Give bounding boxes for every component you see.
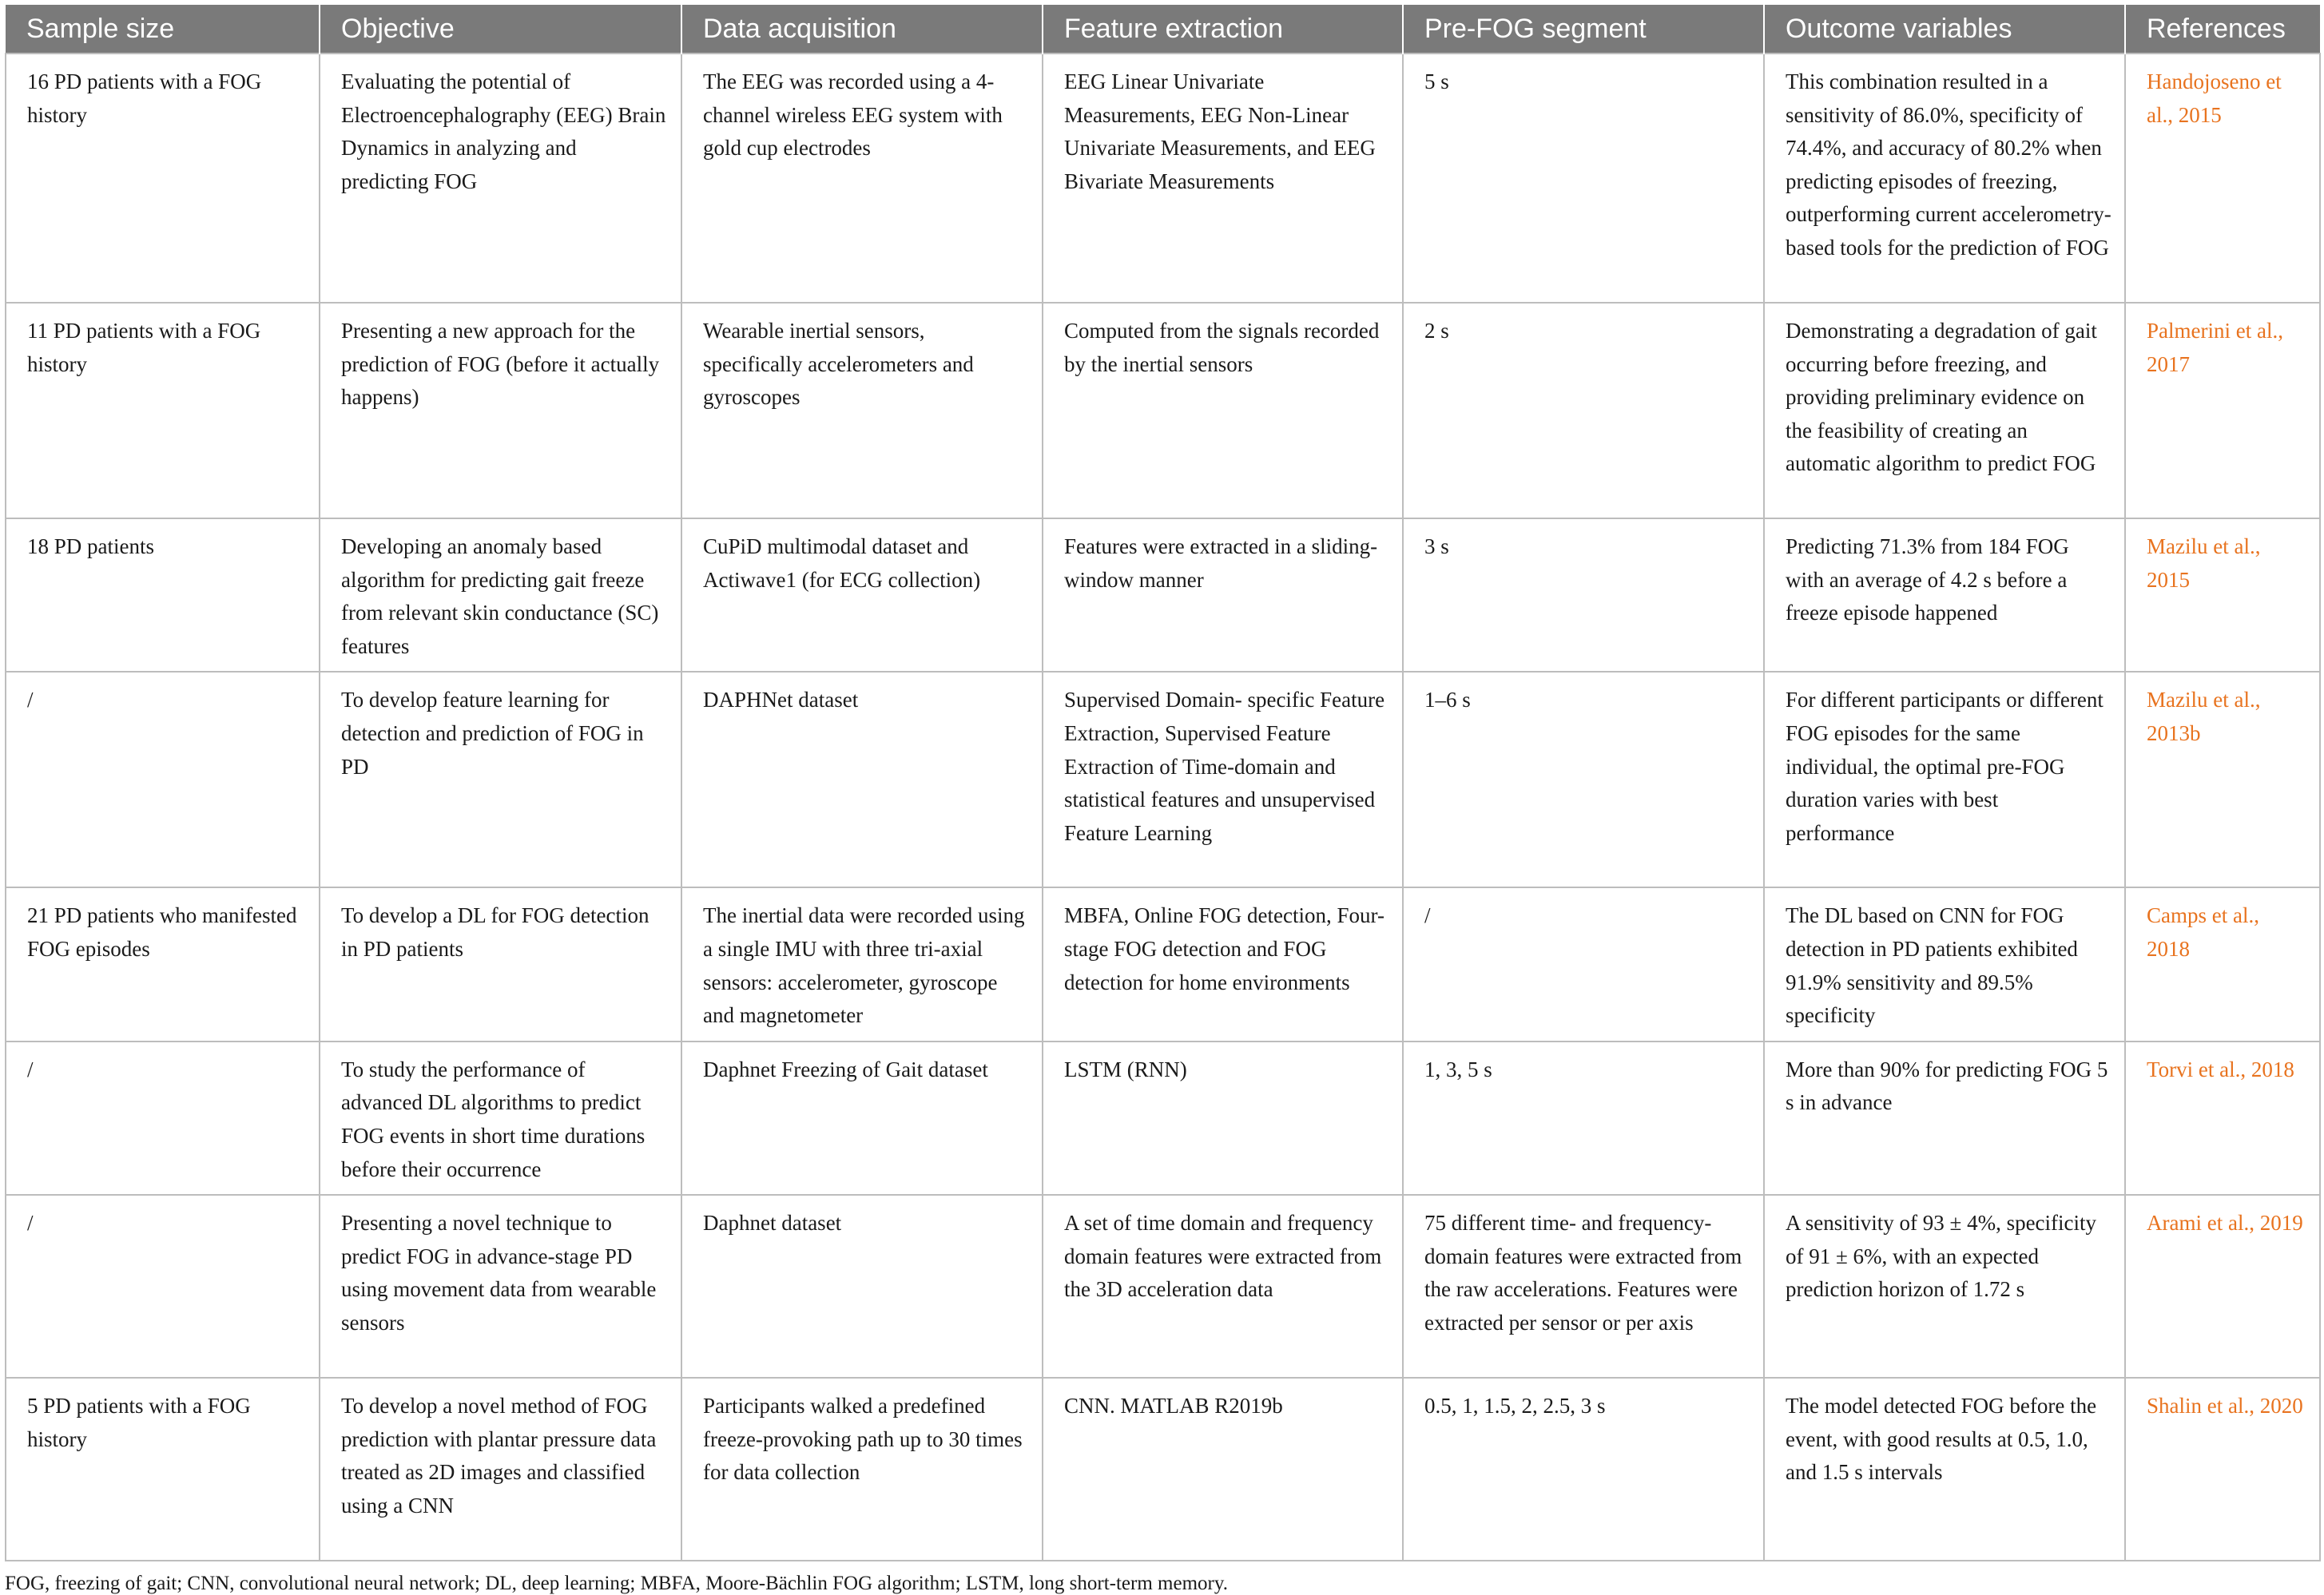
- cell-reference: [2125, 1042, 2320, 1195]
- cell-objective: Developing an anomaly based algorithm for predicting gait freeze from relevant skin conductance (SC) features: [320, 518, 681, 672]
- cell-feature-extraction: Computed from the signals recorded by the inertial sensors: [1043, 303, 1403, 518]
- table-row: [6, 1378, 2320, 1561]
- cell-data-acquisition: The EEG was recorded using a 4-channel wireless EEG system with gold cup electrodes: [681, 54, 1043, 303]
- cell-reference: [2125, 672, 2320, 887]
- cell-reference: [2125, 518, 2320, 672]
- reference-link[interactable]: Camps et al., 2018: [2147, 903, 2259, 961]
- cell-objective: To develop a novel method of FOG prediction with plantar pressure data treated as 2D images and classified using a CNN: [320, 1378, 681, 1561]
- header-data-acquisition: Data acquisition: [681, 5, 1043, 54]
- cell-pre-fog-segment: 1–6 s: [1403, 672, 1764, 887]
- cell-data-acquisition: DAPHNet dataset: [681, 672, 1043, 887]
- reference-link[interactable]: Mazilu et al., 2013b: [2147, 688, 2261, 745]
- reference-link[interactable]: Handojoseno et al., 2015: [2147, 69, 2282, 127]
- cell-reference: [2125, 887, 2320, 1041]
- cell-outcome: For different participants or different FOG episodes for the same individual, the optimal pre-FOG duration varies with best performance: [1764, 672, 2125, 887]
- table-row: [6, 303, 2320, 518]
- reference-link[interactable]: Palmerini et al., 2017: [2147, 319, 2283, 376]
- cell-feature-extraction: Supervised Domain- specific Feature Extraction, Supervised Feature Extraction of Time-domain and statistical features and unsupervised Feature Learning: [1043, 672, 1403, 887]
- header-outcome-variables: Outcome variables: [1764, 5, 2125, 54]
- cell-objective: Presenting a new approach for the prediction of FOG (before it actually happens): [320, 303, 681, 518]
- cell-outcome: Predicting 71.3% from 184 FOG with an average of 4.2 s before a freeze episode happened: [1764, 518, 2125, 672]
- cell-data-acquisition: Daphnet Freezing of Gait dataset: [681, 1042, 1043, 1195]
- cell-sample-size: 21 PD patients who manifested FOG episodes: [6, 887, 320, 1041]
- cell-reference: [2125, 1378, 2320, 1561]
- cell-feature-extraction: LSTM (RNN): [1043, 1042, 1403, 1195]
- header-references: References: [2125, 5, 2320, 54]
- cell-feature-extraction: A set of time domain and frequency domain features were extracted from the 3D acceleration data: [1043, 1195, 1403, 1378]
- cell-pre-fog-segment: 3 s: [1403, 518, 1764, 672]
- cell-objective: To develop feature learning for detection and prediction of FOG in PD: [320, 672, 681, 887]
- reference-link[interactable]: Mazilu et al., 2015: [2147, 534, 2261, 592]
- cell-sample-size: /: [6, 672, 320, 887]
- cell-objective: To study the performance of advanced DL algorithms to predict FOG events in short time durations before their occurrence: [320, 1042, 681, 1195]
- table-row: [6, 887, 2320, 1041]
- header-pre-fog-segment: Pre-FOG segment: [1403, 5, 1764, 54]
- cell-outcome: The DL based on CNN for FOG detection in PD patients exhibited 91.9% sensitivity and 89.5% specificity: [1764, 887, 2125, 1041]
- cell-sample-size: /: [6, 1042, 320, 1195]
- cell-sample-size: 16 PD patients with a FOG history: [6, 54, 320, 303]
- cell-pre-fog-segment: 5 s: [1403, 54, 1764, 303]
- table-row: [6, 54, 2320, 303]
- cell-sample-size: /: [6, 1195, 320, 1378]
- cell-reference: [2125, 303, 2320, 518]
- reference-link[interactable]: Torvi et al., 2018: [2147, 1057, 2294, 1081]
- cell-sample-size: 11 PD patients with a FOG history: [6, 303, 320, 518]
- studies-table: [5, 5, 2321, 1561]
- cell-feature-extraction: CNN. MATLAB R2019b: [1043, 1378, 1403, 1561]
- cell-objective: Evaluating the potential of Electroencephalography (EEG) Brain Dynamics in analyzing and predicting FOG: [320, 54, 681, 303]
- reference-link[interactable]: Shalin et al., 2020: [2147, 1394, 2303, 1418]
- cell-data-acquisition: Wearable inertial sensors, specifically accelerometers and gyroscopes: [681, 303, 1043, 518]
- cell-pre-fog-segment: 75 different time- and frequency-domain features were extracted from the raw accelerations. Features were extracted per sensor or per axis: [1403, 1195, 1764, 1378]
- cell-outcome: More than 90% for predicting FOG 5 s in advance: [1764, 1042, 2125, 1195]
- cell-reference: [2125, 54, 2320, 303]
- header-objective: Objective: [320, 5, 681, 54]
- table-row: [6, 1042, 2320, 1195]
- table-row: [6, 672, 2320, 887]
- cell-feature-extraction: MBFA, Online FOG detection, Four-stage FOG detection and FOG detection for home environments: [1043, 887, 1403, 1041]
- cell-objective: To develop a DL for FOG detection in PD patients: [320, 887, 681, 1041]
- table-row: [6, 518, 2320, 672]
- header-feature-extraction: Feature extraction: [1043, 5, 1403, 54]
- cell-sample-size: 5 PD patients with a FOG history: [6, 1378, 320, 1561]
- cell-outcome: The model detected FOG before the event, with good results at 0.5, 1.0, and 1.5 s intervals: [1764, 1378, 2125, 1561]
- cell-feature-extraction: EEG Linear Univariate Measurements, EEG Non-Linear Univariate Measurements, and EEG Bivariate Measurements: [1043, 54, 1403, 303]
- cell-pre-fog-segment: 1, 3, 5 s: [1403, 1042, 1764, 1195]
- cell-data-acquisition: The inertial data were recorded using a single IMU with three tri-axial sensors: accelerometer, gyroscope and magnetometer: [681, 887, 1043, 1041]
- header-sample-size: Sample size: [6, 5, 320, 54]
- cell-sample-size: 18 PD patients: [6, 518, 320, 672]
- cell-data-acquisition: Daphnet dataset: [681, 1195, 1043, 1378]
- cell-outcome: A sensitivity of 93 ± 4%, specificity of 91 ± 6%, with an expected prediction horizon of 1.72 s: [1764, 1195, 2125, 1378]
- table-container: [5, 5, 2319, 1595]
- cell-pre-fog-segment: /: [1403, 887, 1764, 1041]
- cell-outcome: This combination resulted in a sensitivity of 86.0%, specificity of 74.4%, and accuracy of 80.2% when predicting episodes of freezing, outperforming current accelerometry-based tools for the prediction of FOG: [1764, 54, 2125, 303]
- cell-feature-extraction: Features were extracted in a sliding- window manner: [1043, 518, 1403, 672]
- cell-data-acquisition: CuPiD multimodal dataset and Actiwave1 (for ECG collection): [681, 518, 1043, 672]
- cell-objective: Presenting a novel technique to predict FOG in advance-stage PD using movement data from wearable sensors: [320, 1195, 681, 1378]
- table-row: [6, 1195, 2320, 1378]
- table-footnote: FOG, freezing of gait; CNN, convolutional neural network; DL, deep learning; MBFA, Moore-Bächlin FOG algorithm; LSTM, long short-term memory.: [5, 1573, 1228, 1595]
- cell-reference: [2125, 1195, 2320, 1378]
- cell-outcome: Demonstrating a degradation of gait occurring before freezing, and providing preliminary evidence on the feasibility of creating an automatic algorithm to predict FOG: [1764, 303, 2125, 518]
- reference-link[interactable]: Arami et al., 2019: [2147, 1211, 2303, 1236]
- cell-pre-fog-segment: 0.5, 1, 1.5, 2, 2.5, 3 s: [1403, 1378, 1764, 1561]
- table-header-row: [6, 5, 2320, 54]
- cell-data-acquisition: Participants walked a predefined freeze-provoking path up to 30 times for data collection: [681, 1378, 1043, 1561]
- cell-pre-fog-segment: 2 s: [1403, 303, 1764, 518]
